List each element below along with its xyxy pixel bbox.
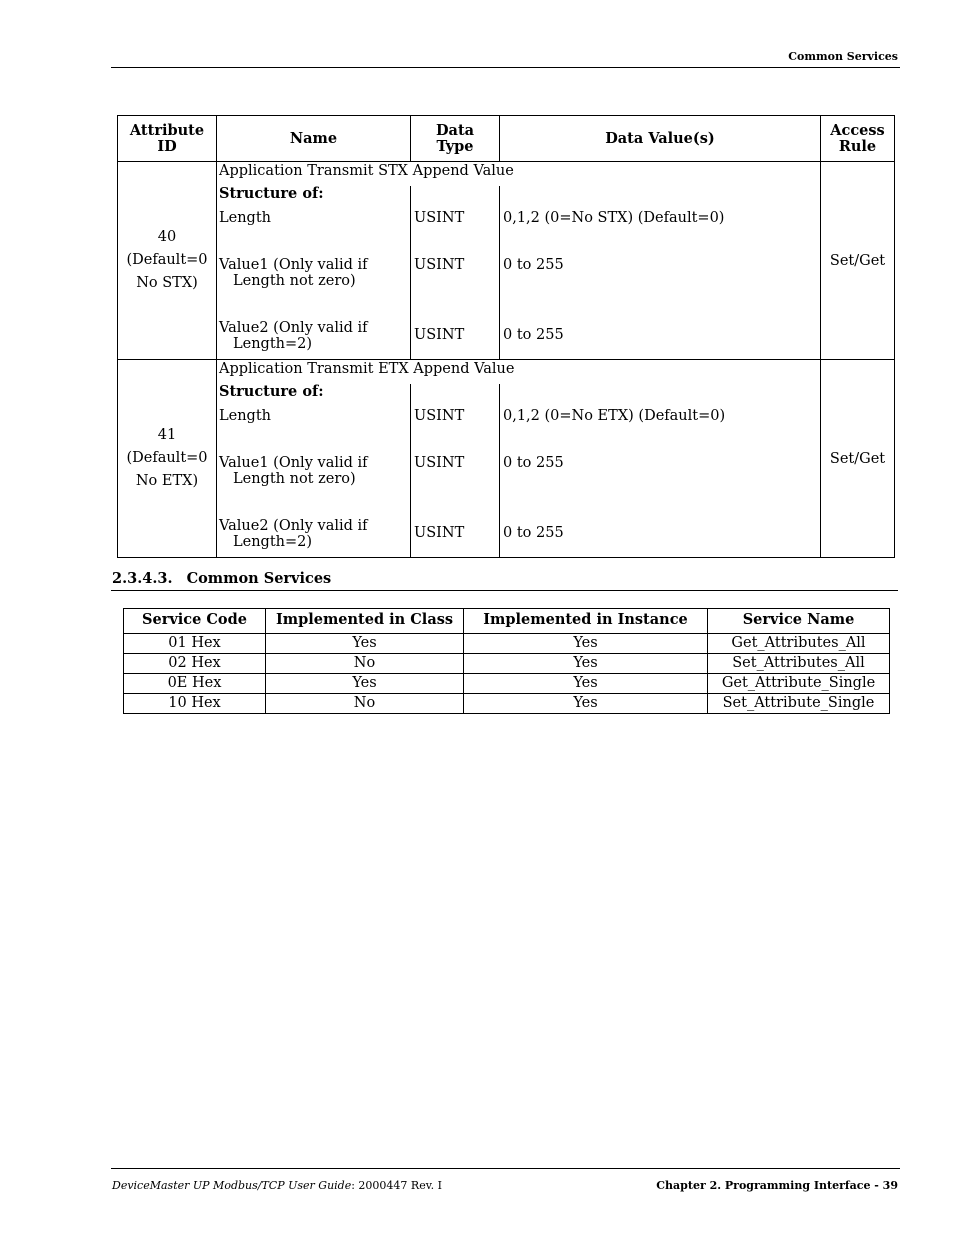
field-type-length: USINT — [414, 408, 465, 424]
attribute-title: Application Transmit STX Append Value — [219, 163, 514, 179]
running-header: Common Services — [788, 50, 898, 63]
services-table — [123, 608, 890, 714]
section-number: 2.3.4.3. — [112, 570, 173, 587]
implemented-class: No — [266, 654, 464, 674]
field-type-value2: USINT — [414, 327, 465, 343]
field-name-value1: Value1 (Only valid if Length not zero) — [219, 455, 368, 487]
col-service-code: Service Code — [124, 609, 266, 634]
table-row — [118, 162, 895, 360]
field-type-length: USINT — [414, 210, 465, 226]
attribute-table — [117, 115, 895, 558]
col-implemented-instance: Implemented in Instance — [464, 609, 708, 634]
section-title: Common Services — [186, 570, 332, 587]
service-code: 01 Hex — [124, 634, 266, 654]
service-name: Get_Attributes_All — [708, 634, 890, 654]
table-row — [124, 674, 890, 694]
field-type-value1: USINT — [414, 455, 465, 471]
col-service-name: Service Name — [708, 609, 890, 634]
table-row — [124, 634, 890, 654]
field-values-value2: 0 to 255 — [503, 525, 564, 541]
attribute-structure-cell — [217, 360, 821, 558]
col-data-type: Data Type — [411, 116, 500, 162]
attribute-id-cell: 40 (Default=0 No STX) — [118, 162, 217, 360]
service-name: Set_Attribute_Single — [708, 694, 890, 714]
col-access-rule: Access Rule — [821, 116, 895, 162]
section-heading — [112, 570, 331, 587]
field-values-length: 0,1,2 (0=No ETX) (Default=0) — [503, 408, 726, 424]
field-name-value2: Value2 (Only valid if Length=2) — [219, 518, 368, 550]
implemented-instance: Yes — [464, 674, 708, 694]
footer-document-title: DeviceMaster UP Modbus/TCP User Guide: 2000447 Rev. I — [112, 1179, 442, 1192]
footer-page-info: Chapter 2. Programming Interface - 39 — [656, 1179, 898, 1192]
structure-label: Structure of: — [219, 185, 324, 202]
access-rule-cell: Set/Get — [821, 360, 895, 558]
field-values-length: 0,1,2 (0=No STX) (Default=0) — [503, 210, 725, 226]
field-name-value2: Value2 (Only valid if Length=2) — [219, 320, 368, 352]
access-rule-cell: Set/Get — [821, 162, 895, 360]
col-implemented-class: Implemented in Class — [266, 609, 464, 634]
field-type-value1: USINT — [414, 257, 465, 273]
header-rule — [111, 67, 900, 68]
field-type-value2: USINT — [414, 525, 465, 541]
service-code: 0E Hex — [124, 674, 266, 694]
footer-rule — [111, 1168, 900, 1169]
field-values-value1: 0 to 255 — [503, 455, 564, 471]
table-row — [118, 360, 895, 558]
structure-label: Structure of: — [219, 383, 324, 400]
service-code: 10 Hex — [124, 694, 266, 714]
attribute-title: Application Transmit ETX Append Value — [219, 361, 515, 377]
table-row — [124, 694, 890, 714]
field-values-value1: 0 to 255 — [503, 257, 564, 273]
col-data-values: Data Value(s) — [500, 116, 821, 162]
col-attribute-id: Attribute ID — [118, 116, 217, 162]
attribute-id-cell: 41 (Default=0 No ETX) — [118, 360, 217, 558]
service-code: 02 Hex — [124, 654, 266, 674]
section-rule — [111, 590, 898, 591]
service-name: Get_Attribute_Single — [708, 674, 890, 694]
implemented-instance: Yes — [464, 654, 708, 674]
field-values-value2: 0 to 255 — [503, 327, 564, 343]
field-name-length: Length — [219, 408, 271, 424]
col-name: Name — [217, 116, 411, 162]
service-name: Set_Attributes_All — [708, 654, 890, 674]
implemented-instance: Yes — [464, 634, 708, 654]
field-name-length: Length — [219, 210, 271, 226]
implemented-class: No — [266, 694, 464, 714]
implemented-class: Yes — [266, 634, 464, 654]
attribute-structure-cell — [217, 162, 821, 360]
field-name-value1: Value1 (Only valid if Length not zero) — [219, 257, 368, 289]
implemented-class: Yes — [266, 674, 464, 694]
table-row — [124, 654, 890, 674]
implemented-instance: Yes — [464, 694, 708, 714]
